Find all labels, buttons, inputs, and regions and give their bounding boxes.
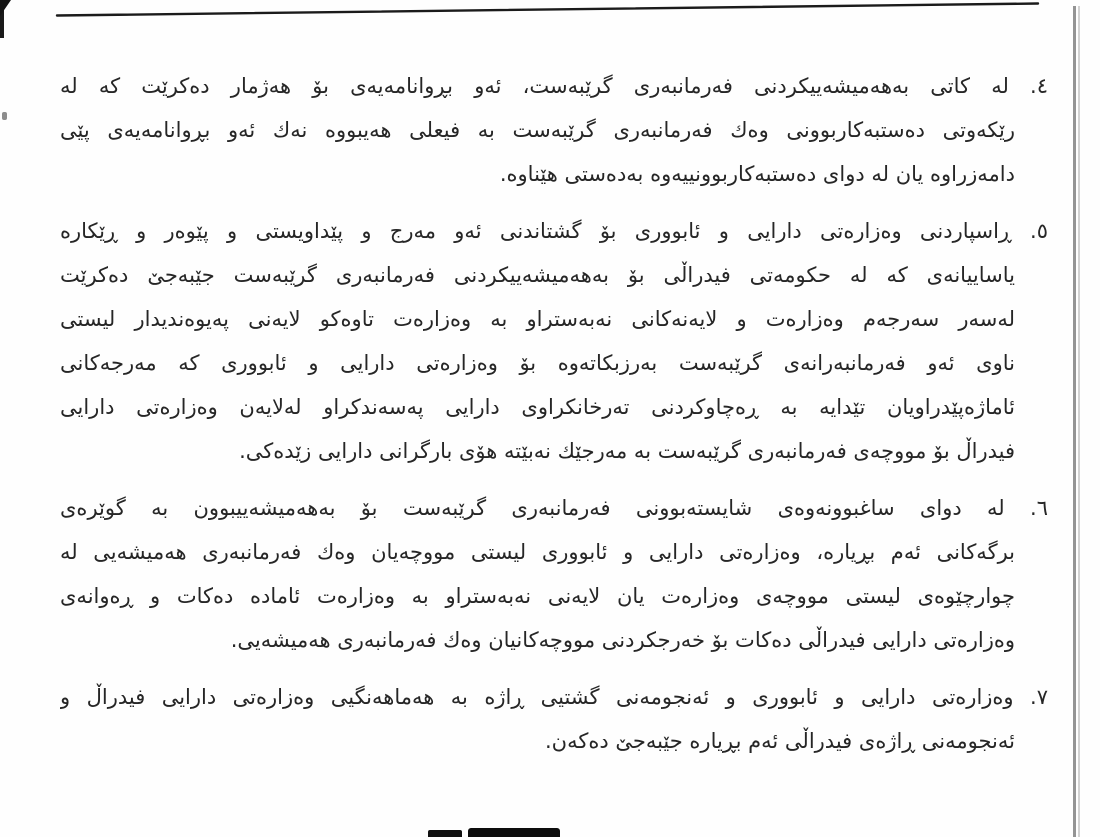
- bottom-smudge-artifact-large: [468, 828, 560, 837]
- text-line: لەسەر سەرجەم وەزارەت و لايەنەكانى نەبەستراو بە وەزارەت تاوەكو لايەنى پەيوەنديدار ليستى: [60, 307, 1015, 331]
- page-edge-line-light: [1078, 6, 1080, 837]
- paragraph-٧: [60, 675, 1048, 763]
- text-line: فيدراڵ بۆ مووچەى فەرمانبەرى گرێبەست بە مەرجێك نەبێتە هۆى بارگرانى دارايى زێدەكى.: [239, 439, 1015, 463]
- text-line: ٤. لە كاتى بەهەميشەييكردنى فەرمانبەرى گرێبەست، ئەو بڕوانامەيەى بۆ هەژمار دەكرێت كە لە: [60, 74, 1048, 98]
- paragraph-٥: [60, 209, 1048, 473]
- text-line: چوارچێوەى ليستى مووچەى وەزارەت يان لايەنى نەبەستراو بە وەزارەت ئامادە دەكات و ڕەوانەى: [60, 584, 1015, 608]
- text-line: رێكەوتى دەستبەكاربوونى وەك فەرمانبەرى گرێبەست بە فيعلى هەيبووە نەك ئەو بڕوانامەيەى پێى: [60, 118, 1015, 142]
- text-line: ئاماژەپێدراويان تێدايە بە ڕەچاوكردنى تەرخانكراوى دارايى پەسەندكراو لەلايەن وەزارەتى دارايى: [60, 395, 1015, 419]
- text-line: ٥. ڕاسپاردنى وەزارەتى دارايى و ئابوورى بۆ گشتاندنى ئەو مەرج و پێداويستى و پێوەر و ڕێكارە: [60, 219, 1048, 243]
- text-line: ناوى ئەو فەرمانبەرانەى گرێبەست بەرزبكاتەوە بۆ وەزارەتى دارايى و ئابوورى كە مەرجەكانى: [60, 351, 1015, 375]
- paragraph-٦: [60, 486, 1048, 662]
- top-rule-line: [0, 0, 1100, 22]
- scan-corner-triangle-artifact: [0, 0, 11, 16]
- text-line: وەزارەتى دارايى فيدراڵى دەكات بۆ خەرجكردنى مووچەكانيان وەك فەرمانبەرى هەميشەيى.: [230, 628, 1015, 652]
- page-edge-line-dark: [1073, 6, 1076, 837]
- scan-speck-artifact: [2, 112, 7, 120]
- bottom-smudge-artifact-small: [428, 830, 462, 837]
- text-line: ٦. لە دواى ساغبوونەوەى شايستەبوونى فەرمانبەرى گرێبەست بۆ بەهەميشەييبوون بە گوێرەى: [60, 496, 1048, 520]
- text-line: ياساييانەى كە لە حكومەتى فيدراڵى بۆ بەهەميشەييكردنى فەرمانبەرى گرێبەست جێبەجێ دەكرێت: [60, 263, 1015, 287]
- text-line: ٧. وەزارەتى دارايى و ئابوورى و ئەنجومەنى گشتيى ڕاژە بە هەماهەنگيى وەزارەتى دارايى فيدراڵ و: [60, 685, 1048, 709]
- text-line: دامەزراوە يان لە دواى دەستبەكاربوونييەوە بەدەستى هێناوە.: [499, 162, 1015, 186]
- paragraph-٤: [60, 64, 1048, 196]
- document-body: [60, 64, 1048, 776]
- text-line: برگەكانى ئەم بڕيارە، وەزارەتى دارايى و ئابوورى ليستى مووچەيان وەك فەرمانبەرى هەميشەيى لە: [60, 540, 1015, 564]
- text-line: ئەنجومەنى ڕاژەى فيدراڵى ئەم بڕيارە جێبەجێ دەكەن.: [544, 729, 1015, 753]
